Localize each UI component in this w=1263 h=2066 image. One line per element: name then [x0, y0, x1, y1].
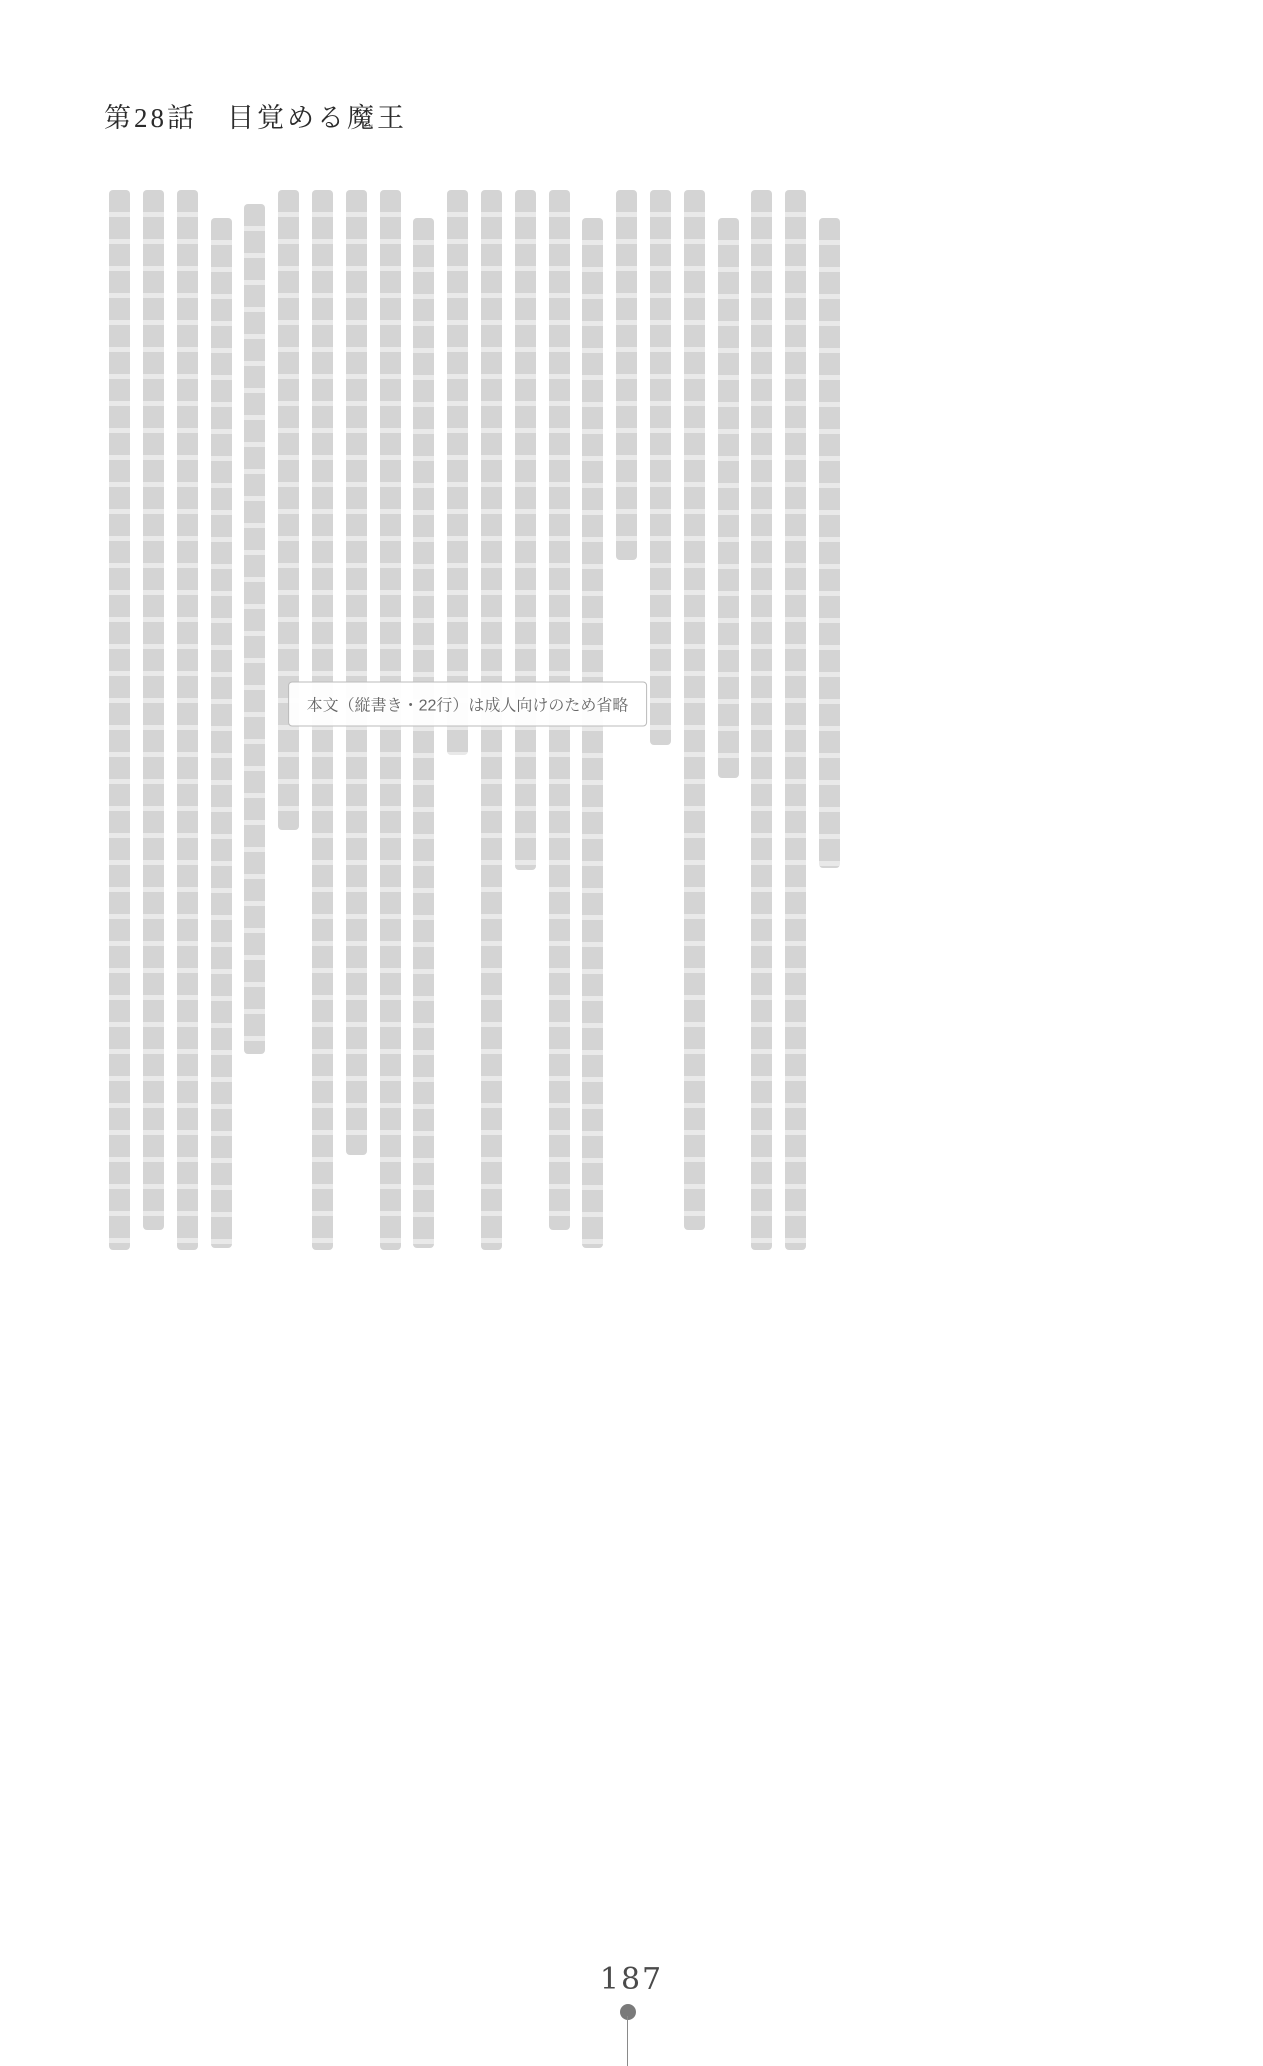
body-text-column [346, 190, 367, 1155]
page-number: 187 [599, 1962, 664, 1997]
chapter-heading: 第28話 目覚める魔王 [104, 103, 407, 133]
body-text-column [718, 218, 739, 778]
body-text-column [109, 190, 130, 1250]
body-text-column [447, 190, 468, 755]
body-text-column [177, 190, 198, 1250]
body-text-column [616, 190, 637, 560]
body-text-column [515, 190, 536, 870]
footer-line [627, 2016, 628, 2066]
body-text-column [143, 190, 164, 1230]
body-text-column [278, 190, 299, 830]
body-text-column [211, 218, 232, 1248]
body-text-column [582, 218, 603, 1248]
body-text-column [650, 190, 671, 745]
footer-dot-icon [620, 2004, 636, 2020]
redaction-notice: 本文（縦書き・22行）は成人向けのため省略 [288, 681, 648, 726]
body-text-column [684, 190, 705, 1230]
body-text-column [413, 218, 434, 1248]
body-text-block [95, 190, 840, 1260]
body-text-column [819, 218, 840, 868]
body-text-column [751, 190, 772, 1250]
body-text-column [785, 190, 806, 1250]
body-text-column [244, 204, 265, 1054]
